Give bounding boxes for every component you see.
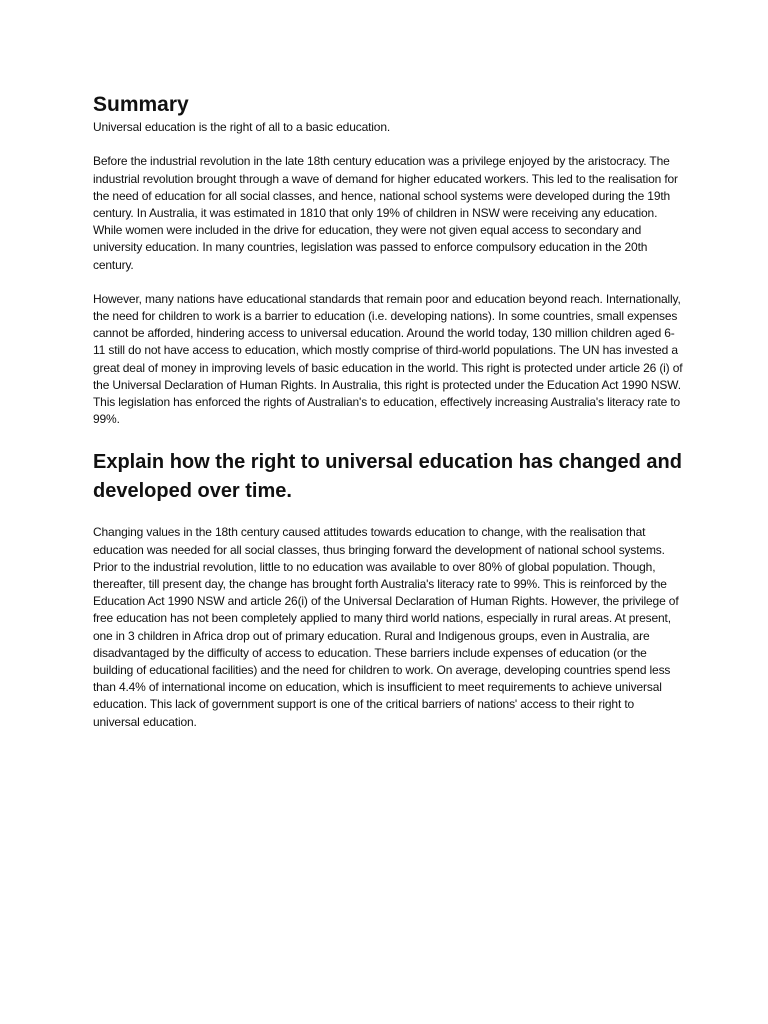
summary-paragraph-1: Before the industrial revolution in the late 18th century education was a privilege enjoyed by the aristocracy. The industrial revolution brought through a wave of demand for higher educated workers. This led to the realisation for the need of education for all social classes, and hence, national school systems were developed during the 19th century. In Australia, it was estimated in 1810 that only 19% of children in NSW were receiving any education. While women were included in the drive for education, they were not given equal access to secondary and university education. In many countries, legislation was passed to enforce compulsory education in the 20th century. <box>93 154 678 272</box>
document-page <box>93 92 683 748</box>
summary-paragraph-2: However, many nations have educational standards that remain poor and education beyond reach. Internationally, the need for children to work is a barrier to education (i.e. developing nations). In some countries, small expenses cannot be afforded, hindering access to universal education. Around the world today, 130 million children aged 6-11 still do not have access to education, which mostly comprise of third-world populations. The UN has invested a great deal of money in improving levels of basic education in the world. This right is protected under article 26 (i) of the Universal Declaration of Human Rights. In Australia, this right is protected under the Education Act 1990 NSW. This legislation has enforced the rights of Australian's to education, effectively increasing Australia's literacy rate to 99%. <box>93 291 683 427</box>
summary-heading: Summary <box>93 93 189 116</box>
question-answer: Changing values in the 18th century caused attitudes towards education to change, with the realisation that education was needed for all social classes, thus bringing forward the development of national school systems. Prior to the industrial revolution, little to no education was available to over 80% of global population. Though, thereafter, till present day, the change has brought forth Australia's literacy rate to 99%. This is reinforced by the Education Act 1990 NSW and article 26(i) of the Universal Declaration of Human Rights. However, the privilege of free education has not been completely applied to many third world nations, especially in rural areas. At present, one in 3 children in Africa drop out of primary education. Rural and Indigenous groups, even in Australia, are disadvantaged by the difficulty of access to education. These barriers include expenses of education (or the building of educational facilities) and the need for children to work. On average, developing countries spend less than 4.4% of international income on education, which is insufficient to meet requirements to achieve universal education. This lack of government support is one of the critical barriers of nations' access to their right to universal education. <box>93 525 679 729</box>
summary-intro: Universal education is the right of all to a basic education. <box>93 120 391 135</box>
question-heading: Explain how the right to universal education has changed and developed over time. <box>93 451 682 503</box>
